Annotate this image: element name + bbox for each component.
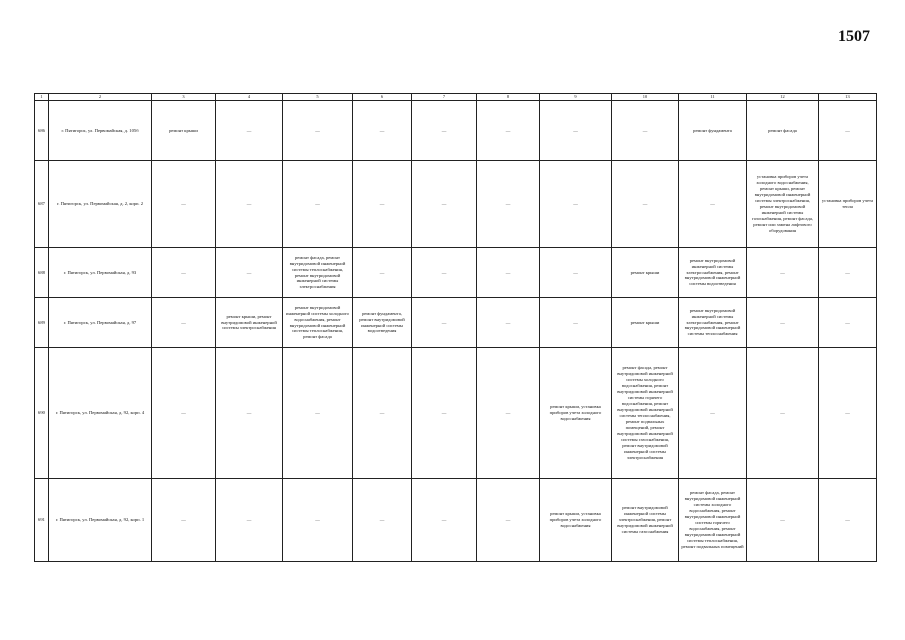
row-number-cell: 687 [35,161,49,248]
column-header: 9 [540,94,612,101]
work-cell: — [747,348,819,479]
work-cell: — [540,161,612,248]
work-cell: — [152,348,216,479]
table-row [35,479,877,562]
work-cell: установка приборов учета тепла [819,161,877,248]
work-cell: ремонт внутридомовой инженерной системы электроснабжения, ремонт внутридомовой инженерной системы газоснабжения [612,479,679,562]
address-cell: г. Пятигорск, ул. Первомайская, д. 92, корп. 4 [49,348,152,479]
work-cell: — [819,348,877,479]
work-cell: — [353,348,412,479]
work-cell: — [477,101,540,161]
address-cell: г. Пятигорск, ул. Первомайская, д. 105б [49,101,152,161]
work-cell: — [679,161,747,248]
work-cell: ремонт фундамента, ремонт внутридомовой инженерной системы водоотведения [353,298,412,348]
work-cell: ремонт фасада, ремонт внутридомовой инженерной системы теплоснабжения, ремонт внутридомовой инженерной системы электроснабжения [283,248,353,298]
column-header: 10 [612,94,679,101]
work-cell: — [747,248,819,298]
work-cell: — [412,101,477,161]
work-cell: ремонт фундамента [679,101,747,161]
work-cell: — [216,101,283,161]
row-number-cell: 691 [35,479,49,562]
column-header: 4 [216,94,283,101]
table-row [35,348,877,479]
column-header: 13 [819,94,877,101]
work-cell: — [412,248,477,298]
work-cell: — [412,298,477,348]
work-cell: — [540,101,612,161]
address-cell: г. Пятигорск, ул. Первомайская, д. 2, корп. 2 [49,161,152,248]
work-cell: — [612,101,679,161]
work-cell: — [477,298,540,348]
work-cell: ремонт внутридомовой инженерной системы холодного водоснабжения, ремонт внутридомовой инженерной системы теплоснабжения, ремонт фасада [283,298,353,348]
work-cell: ремонт крыши, установка приборов учета холодного водоснабжения [540,348,612,479]
address-cell: г. Пятигорск, ул. Первомайская, д. 97 [49,298,152,348]
work-cell: — [152,161,216,248]
table-row [35,298,877,348]
work-cell: — [679,348,747,479]
table-row [35,161,877,248]
column-header: 8 [477,94,540,101]
work-cell: ремонт фасада [747,101,819,161]
work-cell: ремонт крыши [612,248,679,298]
column-header: 11 [679,94,747,101]
column-number-row [35,94,877,101]
work-cell: — [216,479,283,562]
table-row [35,101,877,161]
work-cell: — [152,479,216,562]
work-cell: — [152,248,216,298]
work-cell: — [216,161,283,248]
address-cell: г. Пятигорск, ул. Первомайская, д. 92, корп. 1 [49,479,152,562]
column-header: 6 [353,94,412,101]
work-cell: — [819,479,877,562]
column-header: 5 [283,94,353,101]
work-cell: — [283,479,353,562]
work-cell: — [540,248,612,298]
work-cell: — [747,298,819,348]
row-number-cell: 686 [35,101,49,161]
work-cell: ремонт фасада, ремонт внутридомовой инженерной системы холодного водоснабжения, ремонт внутридомовой инженерной системы горячего водоснабжения, ремонт внутридомовой инженерной системы теплоснабжения, ремонт подвальных помещений [679,479,747,562]
work-cell: — [477,161,540,248]
work-cell: — [412,479,477,562]
work-cell: — [412,348,477,479]
row-number-cell: 690 [35,348,49,479]
column-header: 12 [747,94,819,101]
work-cell: — [353,161,412,248]
work-cell: — [477,248,540,298]
work-cell: ремонт внутридомовой инженерной системы электроснабжения, ремонт внутридомовой инженерной системы водоотведения [679,248,747,298]
work-cell: ремонт фасада, ремонт внутридомовой инженерной системы холодного водоснабжения, ремонт внутридомовой инженерной системы горячего водоснабжения, ремонт внутридомовой инженерной системы теплоснабжения, ремонт подвальных помещений, ремонт внутридомовой инженерной системы газоснабжения, ремонт внутридомовой инженерной системы электроснабжения [612,348,679,479]
row-number-cell: 689 [35,298,49,348]
work-cell: — [353,479,412,562]
work-cell: — [540,298,612,348]
work-cell: — [216,348,283,479]
work-cell: — [353,248,412,298]
work-cell: — [283,101,353,161]
page-number: 1507 [838,28,870,45]
column-header: 2 [49,94,152,101]
work-cell: ремонт крыши, ремонт внутридомовой инженерной системы электроснабжения [216,298,283,348]
column-header: 3 [152,94,216,101]
work-cell: ремонт крыши [152,101,216,161]
work-cell: — [477,479,540,562]
work-cell: — [353,101,412,161]
column-header: 1 [35,94,49,101]
work-cell: — [819,248,877,298]
work-cell: — [747,479,819,562]
work-cell: — [152,298,216,348]
column-header: 7 [412,94,477,101]
work-cell: ремонт внутридомовой инженерной системы электроснабжения, ремонт внутридомовой инженерной системы теплоснабжения [679,298,747,348]
address-cell: г. Пятигорск, ул. Первомайская, д. 93 [49,248,152,298]
work-cell: — [819,298,877,348]
repair-schedule-table [34,93,877,562]
table-row [35,248,877,298]
row-number-cell: 688 [35,248,49,298]
work-cell: установка приборов учета холодного водоснабжения, ремонт крыши, ремонт внутридомовой инженерной системы электроснабжения, ремонт внутридомовой инженерной системы газоснабжения, ремонт фасада, ремонт или замена лифтового оборудования [747,161,819,248]
work-cell: — [819,101,877,161]
work-cell: — [216,248,283,298]
work-cell: — [283,348,353,479]
work-cell: ремонт крыши, установка приборов учета холодного водоснабжения [540,479,612,562]
work-cell: — [283,161,353,248]
work-cell: — [412,161,477,248]
work-cell: ремонт крыши [612,298,679,348]
work-cell: — [477,348,540,479]
work-cell: — [612,161,679,248]
